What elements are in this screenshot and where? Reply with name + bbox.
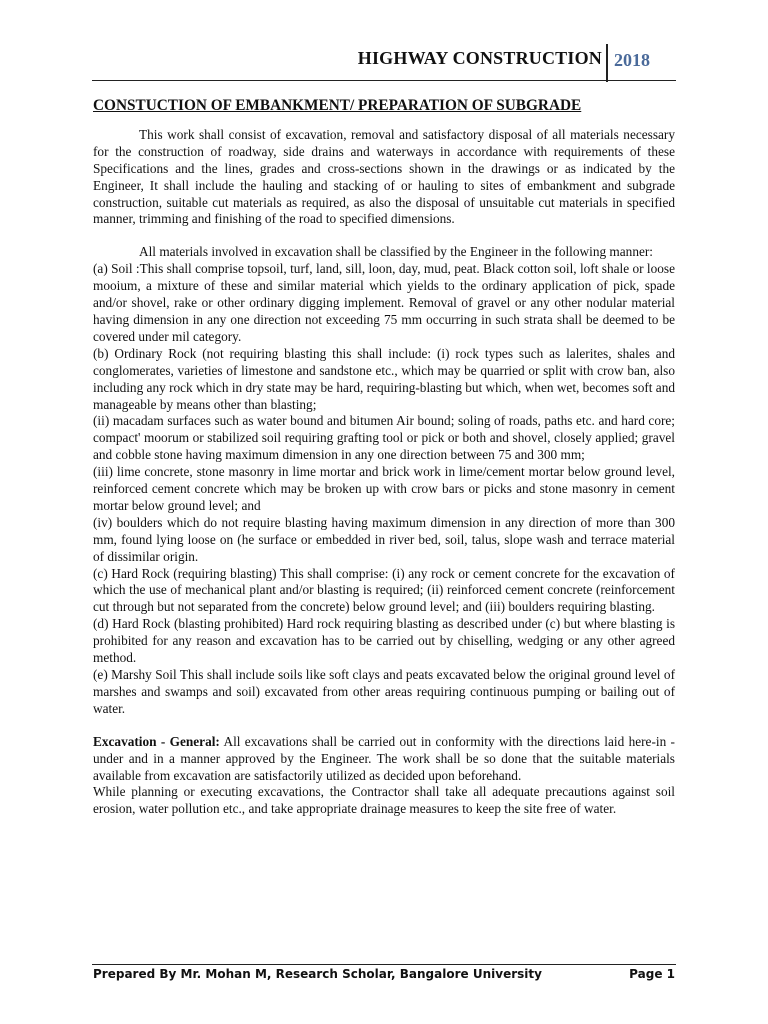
header-divider [606, 44, 608, 82]
page-header [0, 44, 768, 84]
planning-paragraph: While planning or executing excavations, the Contractor shall take all adequate precautions against soil erosion, water pollution etc., and take appropriate drainage measures to keep the site free of water. [93, 784, 675, 817]
excavation-general-heading: Excavation - General: [93, 733, 220, 749]
classification-item-blasting-prohibited: (d) Hard Rock (blasting prohibited) Hard rock requiring blasting as described under (c) but where blasting is prohibited for any reason and excavation has to be carried out by chiselling, wedging or any other agreed method. [93, 616, 675, 666]
document-title: CONSTUCTION OF EMBANKMENT/ PREPARATION OF SUBGRADE [93, 97, 582, 114]
classification-item-boulders: (iv) boulders which do not require blasting having maximum dimension in any direction of more than 300 mm, found lying loose on (he surface or embedded in river bed, soil, talus, slope wash and terrace material of dissimilar origin. [93, 514, 675, 564]
document-body [93, 98, 675, 818]
header-title: HIGHWAY CONSTRUCTION [357, 48, 602, 68]
classification-item-hard-rock: (c) Hard Rock (requiring blasting) This shall comprise: (i) any rock or cement concrete for the excavation of which the use of mechanical plant and/or blasting is required; (ii) reinforced cement concrete (reinforcement cut through but not separated from the concrete) below ground level; and (iii) boulders requiring blasting. [93, 565, 675, 615]
classification-item-macadam: (ii) macadam surfaces such as water bound and bitumen Air bound; soling of roads, paths etc. and hard core; compact' moorum or stabilized soil requiring grafting tool or pick or both and shovel, closely applied; gravel and cobble stone having maximum dimension in any one direction between 75 and 300 mm; [93, 413, 675, 463]
classification-item-ordinary-rock: (b) Ordinary Rock (not requiring blasting this shall include: (i) rock types such as lalerites, shales and conglomerates, varieties of limestone and sandstone etc., which may be quarried or split with crow ban, also including any rock which in dry state may be hard, requiring-blasting but which, when wet, becomes soft and manageable by means other than blasting; [93, 345, 675, 412]
excavation-general-text: All excavations shall be carried out in conformity with the directions laid here-in -under and in a manner approved by the Engineer. The work shall be so done that the suitable materials available from excavation are satisfactorily utilized as decided upon beforehand. [93, 733, 675, 783]
intro-paragraph: This work shall consist of excavation, removal and satisfactory disposal of all materials necessary for the construction of roadway, side drains and waterways in accordance with requirements of these Specifications and the lines, grades and cross-sections shown in the drawings or as indicated by the Engineer, It shall include the hauling and stacking of or hauling to sites of embankment and subgrade construction, suitable cut materials as required, as also the disposal of unsuitable cut materials in specified manner, trimming and finishing of the road to specified dimensions. [93, 126, 675, 227]
paragraph-gap [93, 228, 675, 244]
excavation-general-paragraph [93, 734, 675, 785]
paragraph-gap [93, 718, 675, 734]
classification-item-lime-concrete: (iii) lime concrete, stone masonry in lime mortar and brick work in lime/cement mortar below ground level, reinforced cement concrete which may be broken up with crow bars or picks and stone masonry in cement mortar below ground level; and [93, 464, 675, 513]
header-year: 2018 [614, 50, 650, 70]
footer-prepared-by: Prepared By Mr. Mohan M, Research Scholar, Bangalore University [93, 967, 542, 981]
header-rule [92, 80, 676, 81]
footer-page-number: Page 1 [629, 967, 675, 981]
classification-item-soil: (a) Soil :This shall comprise topsoil, turf, land, sill, loon, day, mud, peat. Black cotton soil, loft shale or loose mooium, a mixture of these and similar material which yields to the ordinary application of pick, spade and/or shovel, rake or other ordinary digging implement. Removal of gravel or any other nodular material having dimension in any one direction not exceeding 75 mm occurring in such strata shall be deemed to be covered under mil category. [93, 261, 675, 344]
classification-intro: All materials involved in excavation shall be classified by the Engineer in the following manner: [139, 244, 654, 260]
classification-item-marshy-soil: (e) Marshy Soil This shall include soils like soft clays and peats excavated below the original ground level of marshes and swamps and soil) excavated from other areas requiring continuous pumping or bailing out of water. [93, 667, 675, 716]
footer-rule [92, 964, 676, 965]
